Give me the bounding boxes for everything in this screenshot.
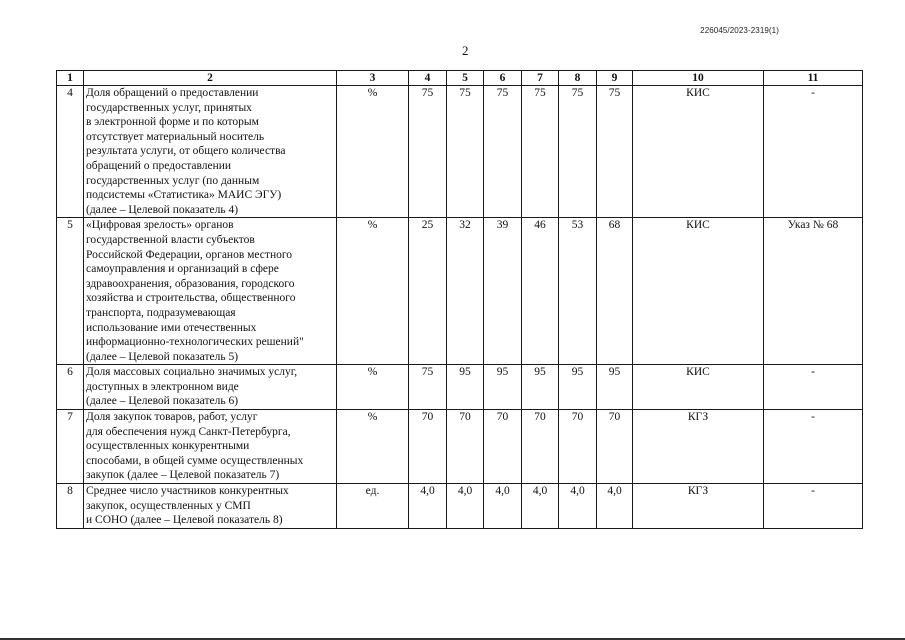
row-number: 8: [57, 484, 84, 529]
reference-cell: Указ № 68: [764, 218, 863, 365]
row-number: 5: [57, 218, 84, 365]
header-cell: 2: [84, 71, 337, 86]
table-row: [57, 365, 863, 410]
description-line: использование ими отечественных: [86, 321, 257, 334]
value-cell: 53: [559, 218, 597, 365]
description-line: для обеспечения нужд Санкт-Петербурга,: [86, 425, 291, 438]
header-cell: 10: [633, 71, 764, 86]
value-cell: 4,0: [522, 484, 559, 529]
value-cell: 70: [447, 410, 484, 484]
source-cell: КГЗ: [633, 484, 764, 529]
row-number: 4: [57, 86, 84, 218]
description-line: осуществленных конкурентными: [86, 440, 250, 453]
value-cell: 32: [447, 218, 484, 365]
description-line: (далее – Целевой показатель 5): [86, 350, 239, 363]
unit-cell: %: [337, 218, 409, 365]
indicator-description: [84, 365, 337, 410]
description-line: хозяйства и строительства, общественного: [86, 292, 296, 305]
header-cell: 9: [597, 71, 633, 86]
value-cell: 70: [484, 410, 522, 484]
value-cell: 39: [484, 218, 522, 365]
row-number: 6: [57, 365, 84, 410]
description-line: в электронной форме и по которым: [86, 116, 259, 129]
value-cell: 75: [522, 86, 559, 218]
description-line: Доля массовых социально значимых услуг,: [86, 366, 298, 379]
description-line: Доля обращений о предоставлении: [86, 87, 259, 99]
description-line: подсистемы «Статистика» МАИС ЭГУ): [86, 189, 282, 202]
description-line: (далее – Целевой показатель 4): [86, 203, 239, 216]
indicators-table: [56, 70, 863, 529]
table-row: [57, 218, 863, 365]
unit-cell: ед.: [337, 484, 409, 529]
table-row: [57, 484, 863, 529]
description-line: отсутствует материальный носитель: [86, 130, 265, 143]
value-cell: 4,0: [559, 484, 597, 529]
description-line: Доля закупок товаров, работ, услуг: [86, 411, 258, 424]
header-cell: 5: [447, 71, 484, 86]
description-line: «Цифровая зрелость» органов: [86, 219, 234, 232]
description-line: закупок (далее – Целевой показатель 7): [86, 469, 280, 482]
value-cell: 4,0: [409, 484, 447, 529]
indicator-description: [84, 410, 337, 484]
description-line: государственных услуг (по данным: [86, 174, 260, 187]
unit-cell: %: [337, 365, 409, 410]
header-cell: 7: [522, 71, 559, 86]
header-cell: 11: [764, 71, 863, 86]
value-cell: 95: [484, 365, 522, 410]
value-cell: 4,0: [484, 484, 522, 529]
description-line: здравоохранения, образования, городского: [86, 277, 295, 290]
description-line: Среднее число участников конкурентных: [86, 485, 289, 498]
value-cell: 75: [447, 86, 484, 218]
value-cell: 4,0: [597, 484, 633, 529]
description-line: самоуправления и организаций в сфере: [86, 263, 279, 276]
description-line: и СОНО (далее – Целевой показатель 8): [86, 514, 283, 527]
indicator-description: [84, 484, 337, 529]
description-line: транспорта, подразумевающая: [86, 306, 236, 319]
indicator-description: [84, 86, 337, 218]
description-line: Российской Федерации, органов местного: [86, 248, 293, 261]
value-cell: 75: [597, 86, 633, 218]
header-cell: 1: [57, 71, 84, 86]
description-line: государственных услуг, принятых: [86, 101, 252, 114]
header-cell: 8: [559, 71, 597, 86]
value-cell: 70: [597, 410, 633, 484]
value-cell: 46: [522, 218, 559, 365]
description-line: доступных в электронном виде: [86, 380, 239, 393]
reference-cell: -: [764, 86, 863, 218]
value-cell: 75: [409, 365, 447, 410]
value-cell: 4,0: [447, 484, 484, 529]
description-line: обращений о предоставлении: [86, 159, 232, 172]
value-cell: 75: [409, 86, 447, 218]
value-cell: 68: [597, 218, 633, 365]
row-number: 7: [57, 410, 84, 484]
source-cell: КИС: [633, 86, 764, 218]
page-number: 2: [462, 43, 469, 58]
document-id: 226045/2023-2319(1): [700, 26, 779, 35]
unit-cell: %: [337, 86, 409, 218]
source-cell: КИС: [633, 365, 764, 410]
value-cell: 25: [409, 218, 447, 365]
header-row: [57, 71, 863, 86]
value-cell: 70: [522, 410, 559, 484]
source-cell: КИС: [633, 218, 764, 365]
value-cell: 75: [559, 86, 597, 218]
header-cell: 4: [409, 71, 447, 86]
description-line: информационно-технологических решений": [86, 336, 304, 349]
reference-cell: -: [764, 484, 863, 529]
indicator-description: [84, 218, 337, 365]
value-cell: 95: [447, 365, 484, 410]
value-cell: 70: [409, 410, 447, 484]
description-line: государственной власти субъектов: [86, 233, 255, 246]
description-line: результата услуги, от общего количества: [86, 145, 286, 158]
value-cell: 95: [597, 365, 633, 410]
value-cell: 95: [559, 365, 597, 410]
description-line: (далее – Целевой показатель 6): [86, 395, 239, 408]
value-cell: 75: [484, 86, 522, 218]
description-line: способами, в общей сумме осуществленных: [86, 454, 304, 467]
table-row: [57, 410, 863, 484]
table-row: [57, 86, 863, 218]
unit-cell: %: [337, 410, 409, 484]
reference-cell: -: [764, 365, 863, 410]
value-cell: 70: [559, 410, 597, 484]
description-line: закупок, осуществленных у СМП: [86, 499, 251, 512]
reference-cell: -: [764, 410, 863, 484]
source-cell: КГЗ: [633, 410, 764, 484]
header-cell: 3: [337, 71, 409, 86]
header-cell: 6: [484, 71, 522, 86]
value-cell: 95: [522, 365, 559, 410]
